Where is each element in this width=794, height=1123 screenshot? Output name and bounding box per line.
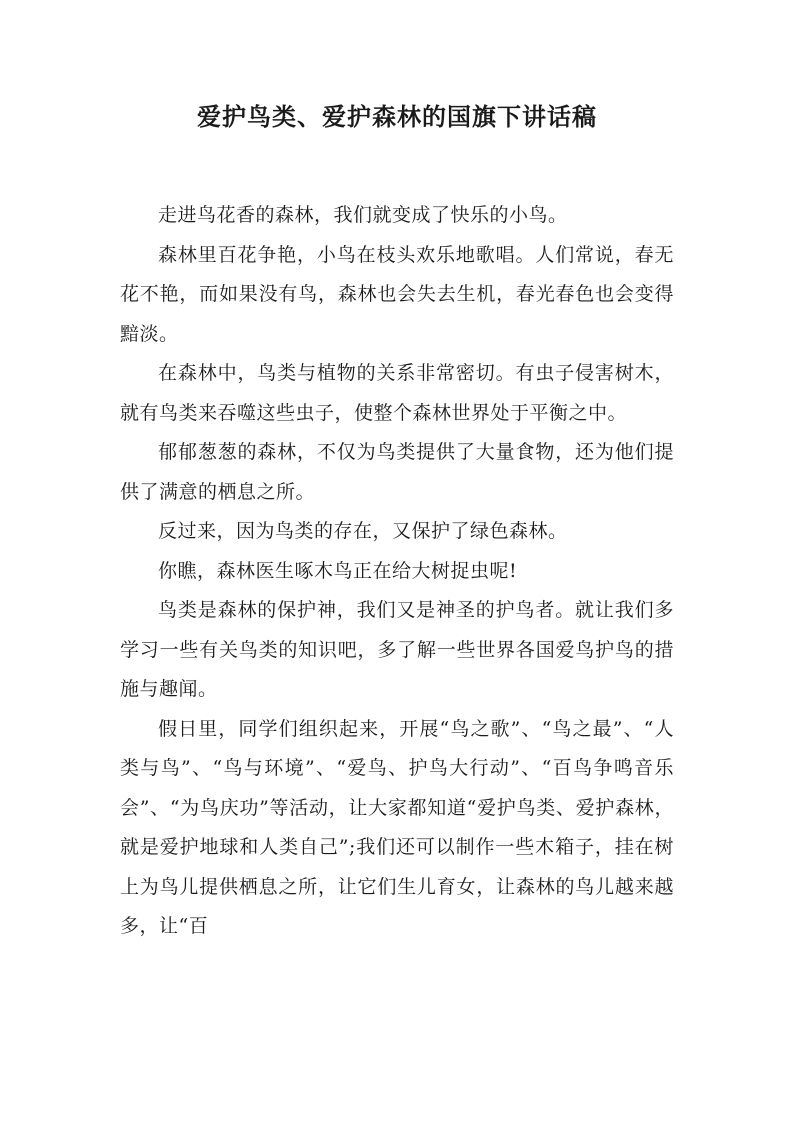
paragraph: 走进鸟花香的森林，我们就变成了快乐的小鸟。 — [158, 204, 568, 226]
paragraph: 森林里百花争艳，小鸟在枝头欢乐地歌唱。人们常说，春无花不艳，而如果没有鸟，森林也会失去生机，春光春色也会变得黯淡。 — [120, 243, 674, 345]
paragraph: 假日里，同学们组织起来，开展“鸟之歌”、“鸟之最”、“人类与鸟”、“鸟与环境”、“爱鸟、护鸟大行动”、“百鸟争鸣音乐会”、“为鸟庆功”等活动，让大家都知道“爱护鸟类、爱护森林，就是爱护地球和人类自己”;我们还可以制作一些木箱子，挂在树上为鸟儿提供栖息之所，让它们生儿育女，让森林的鸟儿越来越多，让“百 — [120, 717, 674, 937]
paragraph: 在森林中，鸟类与植物的关系非常密切。有虫子侵害树木，就有鸟类来吞噬这些虫子，使整个森林世界处于平衡之中。 — [120, 362, 674, 424]
paragraph: 郁郁葱葱的森林，不仅为鸟类提供了大量食物，还为他们提供了满意的栖息之所。 — [120, 441, 674, 503]
paragraph: 你瞧，森林医生啄木鸟正在给大树捉虫呢! — [158, 559, 518, 582]
document-body — [120, 196, 674, 947]
paragraph: 鸟类是森林的保护神，我们又是神圣的护鸟者。就让我们多学习一些有关鸟类的知识吧，多了解一些世界各国爱鸟护鸟的措施与趣闻。 — [120, 599, 674, 700]
document-title: 爱护鸟类、爱护森林的国旗下讲话稿 — [197, 103, 597, 131]
paragraph: 反过来，因为鸟类的存在，又保护了绿色森林。 — [158, 520, 568, 542]
